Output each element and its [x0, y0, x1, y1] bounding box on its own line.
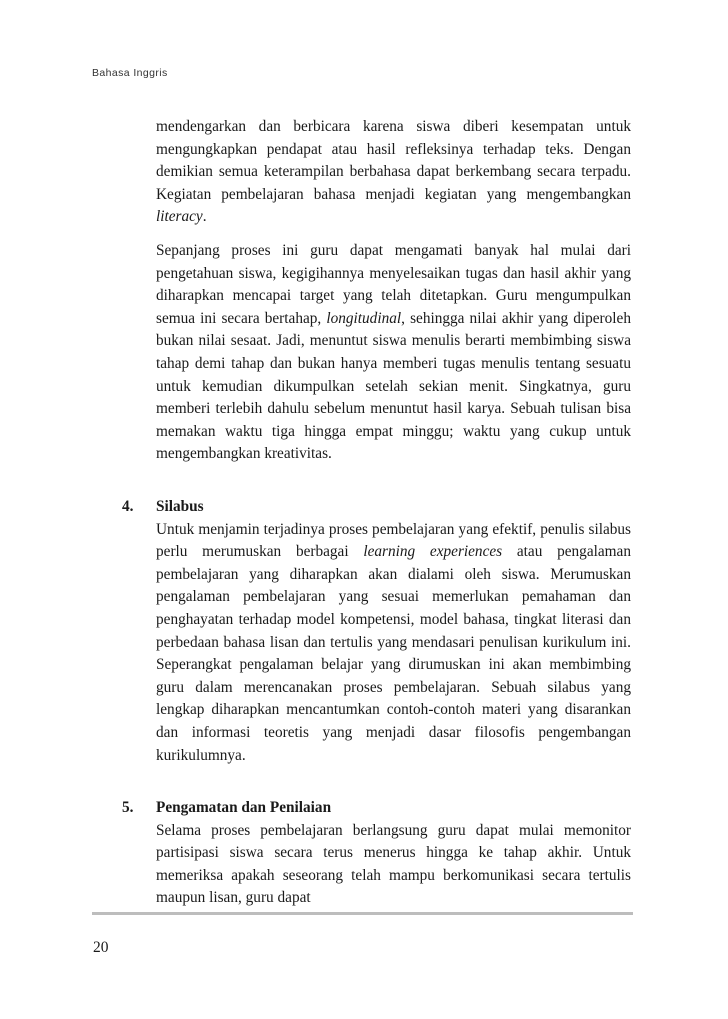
italic-term: learning experiences	[363, 543, 503, 561]
item-content	[156, 496, 631, 767]
item-number: 4.	[122, 498, 134, 515]
paragraph-text-end: , sehingga nilai akhir yang diperoleh bukan nilai sesaat. Jadi, menuntut siswa menulis berarti membimbing siswa tahap demi tahap dan bukan hanya memberi tugas menulis tentang sesuatu untuk kemudian dikumpulkan setelah sekian menit. Singkatnya, guru memberi terlebih dahulu sebelum menuntut hasil karya. Sebuah tulisan bisa memakan waktu tiga hingga empat minggu; waktu yang cukup untuk mengembangkan kreativitas.	[156, 309, 631, 463]
item-text-end: atau pengalaman pembelajaran yang diharapkan akan dialami oleh siswa. Merumuskan pengalaman pembelajaran yang sesuai memerlukan pemahaman dan penghayatan terhadap model kompetensi, model bahasa, tingkat literasi dan perbedaan bahasa lisan dan tertulis yang mendasari penulisan kurikulum ini. Seperangkat pengalaman belajar yang dirumuskan ini akan membimbing guru dalam merencanakan proses pembelajaran. Sebuah silabus yang lengkap diharapkan mencantumkan contoh-contoh materi yang disarankan dan informasi teoretis yang menjadi dasar filosofis pengembangan kurikulumnya.	[156, 543, 631, 764]
item-number: 5.	[122, 799, 134, 816]
second-paragraph	[156, 240, 631, 466]
item-text: Selama proses pembelajaran berlangsung guru dapat mulai memonitor partisipasi siswa secara terus menerus hingga ke tahap akhir. Untuk memeriksa apakah seseorang telah mampu berkomunikasi secara tertulis maupun lisan, guru dapat	[156, 821, 631, 907]
item-text: Untuk menjamin terjadinya proses pembelajaran yang efektif, penulis silabus perlu merumuskan berbagai	[156, 520, 631, 561]
footer-divider	[92, 912, 633, 915]
list-item-silabus	[122, 496, 631, 767]
running-header: Bahasa Inggris	[92, 67, 168, 79]
paragraph-text-end: .	[202, 208, 207, 226]
page-number: 20	[93, 939, 109, 956]
item-content	[156, 797, 631, 910]
item-title: Silabus	[156, 498, 204, 515]
italic-term: longitudinal	[326, 309, 402, 327]
italic-term: literacy	[156, 208, 203, 226]
item-title: Pengamatan dan Penilaian	[156, 799, 332, 816]
paragraph-text: Sepanjang proses ini guru dapat mengamati banyak hal mulai dari pengetahuan siswa, kegigihannya menyelesaikan tugas dan hasil akhir yang diharapkan mencapai target yang telah ditetapkan. Guru mengumpulkan semua ini secara bertahap,	[156, 242, 631, 327]
list-item-pengamatan	[122, 797, 631, 910]
paragraph-text: mendengarkan dan berbicara karena siswa diberi kesempatan untuk mengungkapkan pendapat atau hasil refleksinya terhadap teks. Dengan demikian semua keterampilan berbahasa dapat berkembang secara terpadu. Kegiatan pembelajaran bahasa menjadi kegiatan yang mengembangkan	[156, 118, 631, 203]
continuation-paragraph	[156, 116, 631, 229]
